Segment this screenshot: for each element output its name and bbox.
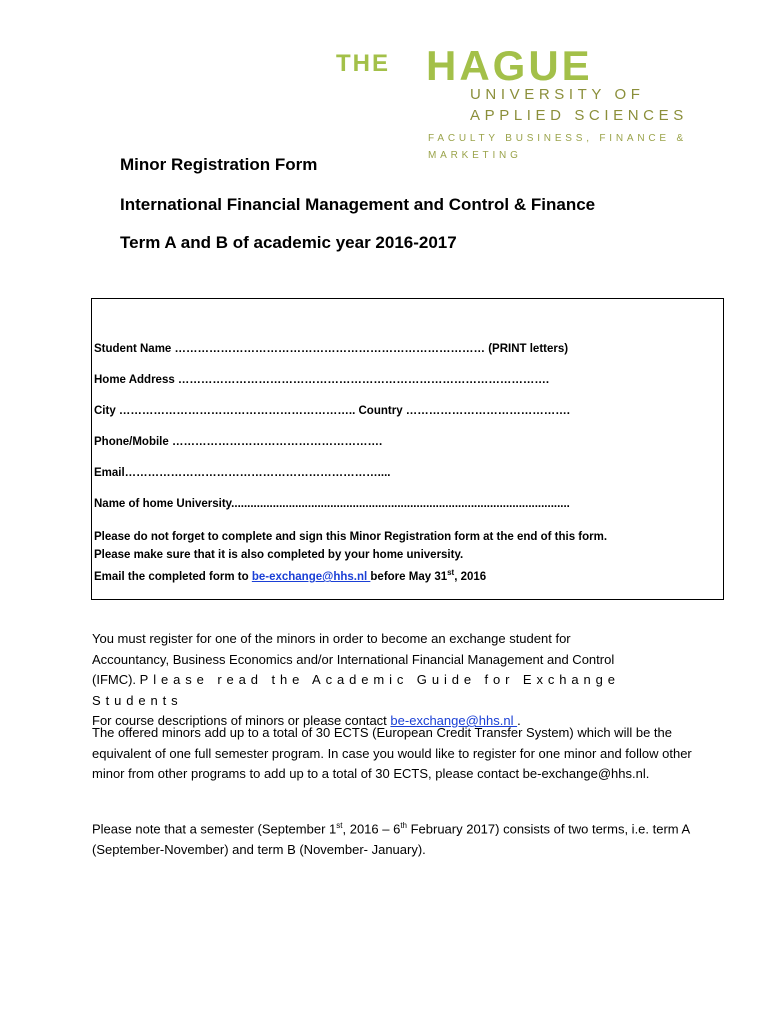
p1-line3-prefix: (IFMC). [92, 672, 140, 687]
contact-email-link[interactable]: be-exchange@hhs.nl [390, 713, 518, 728]
p1-line3 [92, 670, 712, 711]
academic-guide-text: Please read the Academic Guide for Exchange Students [92, 672, 620, 708]
paragraph-registration [92, 629, 712, 732]
p3-text-c: February 2017) consists of two terms, i.e. term A (September-November) and term B (November- January). [92, 821, 690, 857]
note-superscript: st [447, 568, 455, 577]
note-line3 [94, 564, 607, 586]
p3-text-a: Please note that a semester (September 1 [92, 821, 337, 837]
form-title: Minor Registration Form [120, 155, 318, 174]
term-heading: Term A and B of academic year 2016-2017 [120, 233, 457, 252]
logo-faculty-line2: MARKETING [428, 150, 522, 161]
p3-text-b: , 2016 – 6 [342, 821, 401, 837]
note-line3-mid: before May 31 [370, 570, 448, 583]
p1-line2: Accountancy, Business Economics and/or International Financial Management and Control [92, 651, 615, 667]
logo-the: THE [336, 50, 390, 77]
program-heading: International Financial Management and Control & Finance [120, 195, 596, 214]
paragraph-ects: The offered minors add up to a total of 30 ECTS (European Credit Transfer System) which will be the equivalent of one full semester program. In case you would like to register for one minor and follow other minor from other programs to add up to a total of 30 ECTS, please contact be-exchange@hhs.nl. [92, 725, 692, 781]
logo-hague: HAGUE [426, 42, 593, 89]
note-line2: Please make sure that it is also completed by your home university. [94, 549, 464, 561]
p1-line1: You must register for one of the minors in order to become an exchange student for [92, 631, 571, 646]
p3-sup2: th [400, 821, 407, 830]
note-line1: Please do not forget to complete and sign this Minor Registration form at the end of this form. [94, 531, 608, 543]
logo-university-line1: UNIVERSITY OF [470, 86, 645, 103]
email-field[interactable]: Email………………………………………………………….... [94, 467, 391, 479]
instructions-note [94, 528, 607, 586]
logo-university-line2: APPLIED SCIENCES [470, 107, 688, 124]
logo-faculty-line1: FACULTY BUSINESS, FINANCE & [428, 133, 687, 144]
city-country-field[interactable]: City …………………………………………………….. Country ……………………………………. [94, 405, 570, 417]
paragraph-semester [92, 816, 712, 860]
student-name-field[interactable]: Student Name ……………………………………………………………………… (PRINT letters) [94, 343, 569, 355]
home-university-field[interactable]: Name of home University.......................................................................................................... [94, 498, 570, 510]
university-logo [330, 42, 730, 172]
note-email-link[interactable]: be-exchange@hhs.nl [251, 570, 371, 583]
phone-field[interactable]: Phone/Mobile ………………………………………………. [94, 436, 383, 448]
p3-sup1: st [336, 821, 343, 830]
note-line3-suffix: , 2016 [454, 570, 487, 583]
home-address-field[interactable]: Home Address ……………………………………………………………………………………. [94, 374, 550, 386]
registration-box [91, 298, 724, 600]
p1-line4-prefix: For course descriptions of minors or please contact [92, 713, 391, 728]
p1-line4-suffix: . [517, 713, 521, 728]
note-line3-prefix: Email the completed form to [94, 570, 252, 583]
